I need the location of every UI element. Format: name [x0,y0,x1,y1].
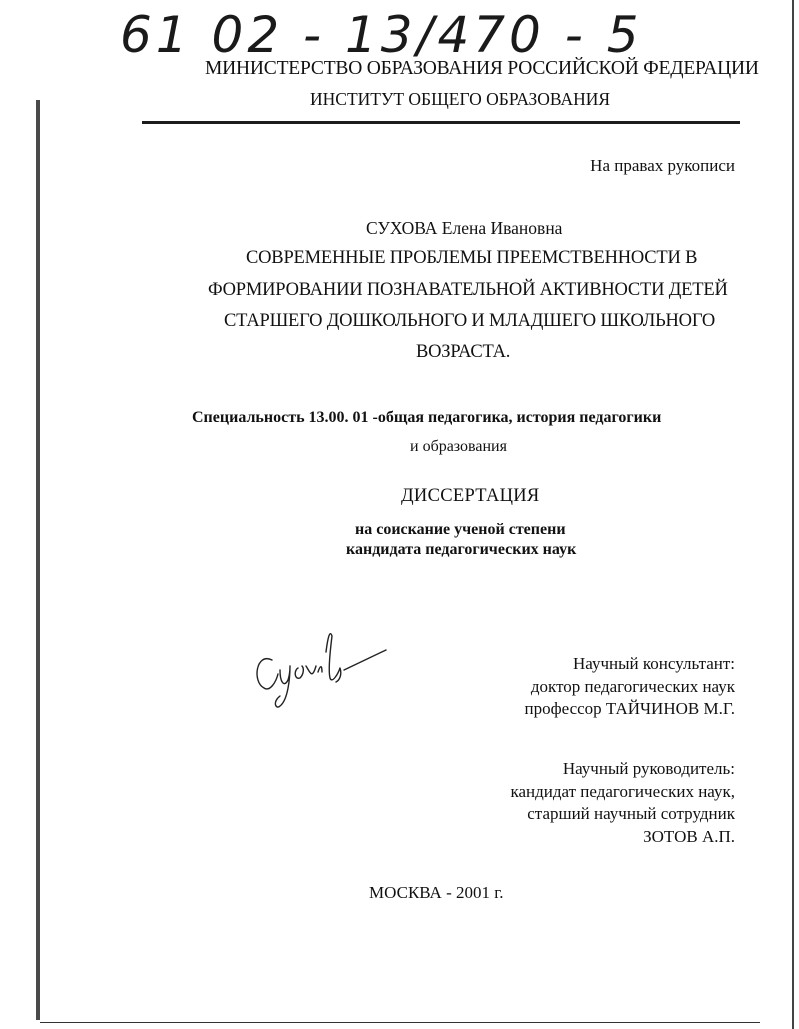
degree-line-2: кандидата педагогических наук [346,541,577,558]
supervisor-credentials: кандидат педагогических наук, [510,781,735,801]
author-name: СУХОВА Елена Ивановна [366,218,563,238]
supervisor-name: ЗОТОВ А.П. [643,826,735,846]
signature [250,622,400,722]
scientific-supervisor [510,758,735,848]
title-line-4: ВОЗРАСТА. [416,342,511,362]
header-divider [142,121,740,124]
title-line-2: ФОРМИРОВАНИИ ПОЗНАВАТЕЛЬНОЙ АКТИВНОСТИ ДЕТЕЙ [208,280,728,300]
scan-left-edge [36,100,40,1020]
specialty-line-2: и образования [410,438,507,455]
title-line-3: СТАРШЕГО ДОШКОЛЬНОГО И МЛАДШЕГО ШКОЛЬНОГО [224,311,716,331]
handwritten-archive-number: 61 02 - 13/470 - 5 [120,6,643,64]
specialty-line-1: Специальность 13.00. 01 -общая педагогика, история педагогики [192,409,662,426]
consultant-name: профессор ТАЙЧИНОВ М.Г. [524,699,735,718]
supervisor-role: Научный руководитель: [562,759,735,778]
manuscript-note: На правах рукописи [590,156,735,175]
ministry-heading: МИНИСТЕРСТВО ОБРАЗОВАНИЯ РОССИЙСКОЙ ФЕДЕРАЦИИ [205,58,759,79]
supervisor-position: старший научный сотрудник [527,804,735,823]
scan-right-edge [792,0,794,1029]
consultant-role: Научный консультант: [573,654,735,673]
title-line-1: СОВРЕМЕННЫЕ ПРОБЛЕМЫ ПРЕЕМСТВЕННОСТИ В [246,248,698,268]
document-type: ДИССЕРТАЦИЯ [401,486,540,506]
institute-heading: ИНСТИТУТ ОБЩЕГО ОБРАЗОВАНИЯ [310,89,611,109]
scan-bottom-edge [40,1022,760,1023]
city-year: МОСКВА - 2001 г. [369,883,504,902]
consultant-credentials: доктор педагогических наук [530,676,735,696]
scientific-consultant [524,653,735,721]
degree-line-1: на соискание ученой степени [355,521,566,538]
